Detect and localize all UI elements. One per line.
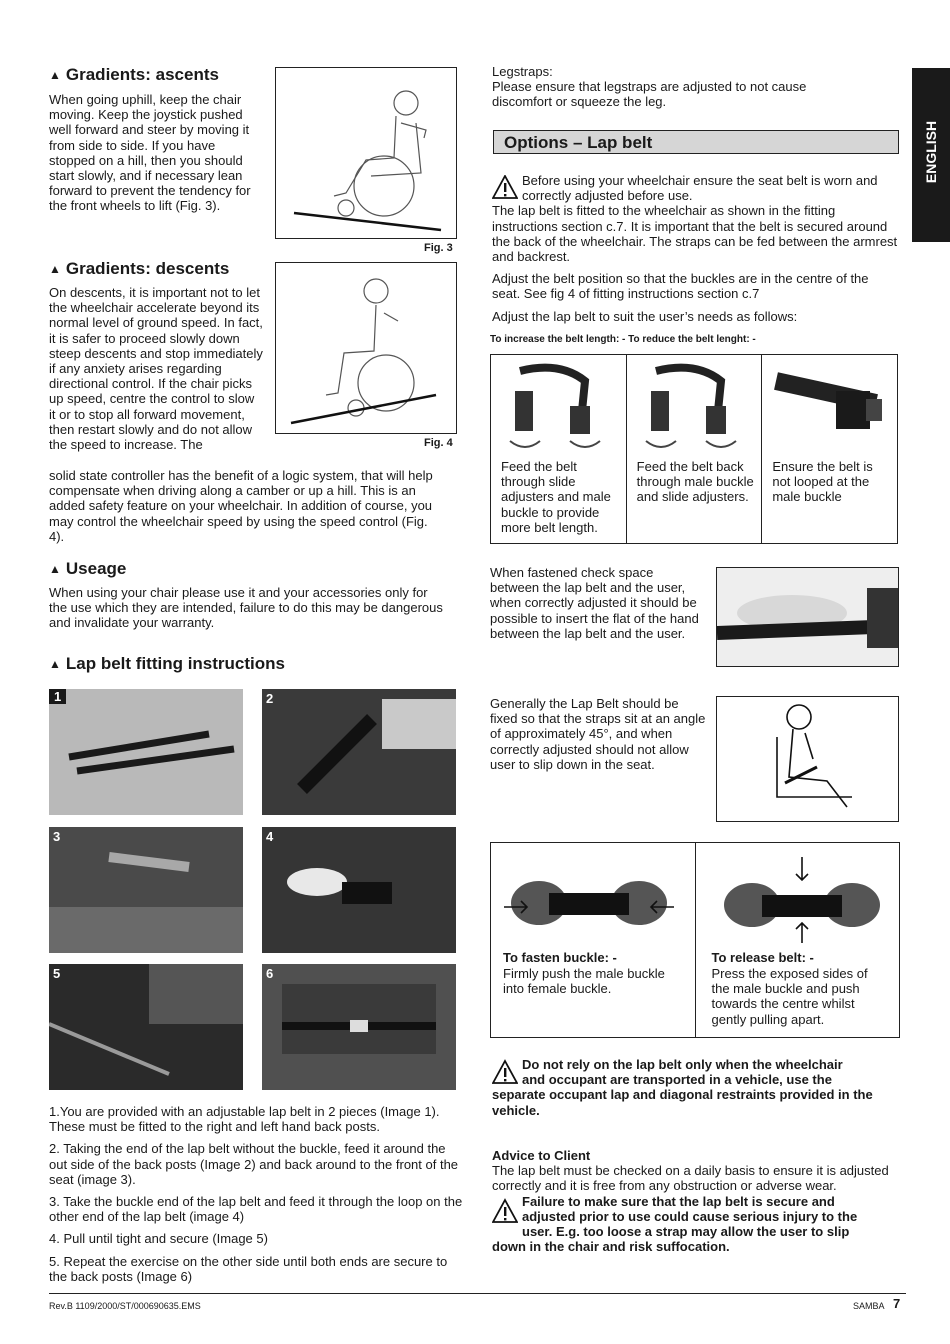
angle-illustration xyxy=(716,696,899,822)
adjust-cell-reduce-text: Feed the belt back through male buckle and slide adjusters. xyxy=(636,459,754,505)
language-tab-label: ENGLISH xyxy=(923,120,939,184)
fasten-body: Firmly push the male buckle into female buckle. xyxy=(503,966,665,997)
advice-title: Advice to Client xyxy=(492,1148,591,1163)
seat-front-image xyxy=(49,827,243,953)
vehicle-warning-rest: separate occupant lap and diagonal restraints provided in the vehicle. xyxy=(492,1087,873,1118)
failure-line-2: adjusted prior to use could cause serious injury to the xyxy=(522,1208,858,1224)
ascents-heading-text: Gradients: ascents xyxy=(65,65,219,84)
fitting-photo-5 xyxy=(49,964,243,1090)
slide-adjuster-reduce-image xyxy=(631,361,761,453)
fitting-step-3: 3. Take the buckle end of the lap belt and feed it through the loop on the other end of the lap belt (image 4) xyxy=(49,1194,463,1225)
release-cell xyxy=(696,843,900,1037)
page-number: 7 xyxy=(893,1296,901,1311)
options-heading-bar xyxy=(493,130,899,154)
fitting-photo-6 xyxy=(262,964,456,1090)
secured-belt-image xyxy=(262,964,456,1090)
fasten-title: To fasten buckle: - xyxy=(503,950,617,965)
adjust-cell-increase xyxy=(491,355,627,543)
adjust-cell-increase-text: Feed the belt through slide adjusters and male buckle to provide more belt length. xyxy=(501,459,611,535)
fig4-label: Fig. 4 xyxy=(424,437,453,449)
wheelchair-descent-drawing xyxy=(276,263,456,433)
warning-icon xyxy=(492,1198,518,1224)
useage-heading-text: Useage xyxy=(65,559,127,578)
angle-text: Generally the Lap Belt should be fixed so that the straps sit at an angle of approximately 45°, and when correctly adjusted should not allow user to slip down in the seat. xyxy=(490,696,706,772)
useage-heading xyxy=(49,559,126,579)
fitting-step-4: 4. Pull until tight and secure (Image 5) xyxy=(49,1231,268,1247)
footer-brand: SAMBA xyxy=(853,1301,885,1311)
language-tab xyxy=(912,68,950,242)
fasten-buckle-image xyxy=(499,855,679,945)
photo-number: 4 xyxy=(266,829,274,844)
ascents-body: When going uphill, keep the chair moving. Keep the joystick pushed well forward and steer by moving it from side to side. If you have stopped on a hill, then you should start slowly, and if necessary lean forward to prevent the tendency for the front wheels to lift (Fig. 3). xyxy=(49,92,251,214)
fitting-step-1: 1.You are provided with an adjustable lap belt in 2 pieces (Image 1). These must be fitted to the right and left hand back posts. xyxy=(49,1104,440,1135)
descents-heading xyxy=(49,259,229,279)
fitting-step-5: 5. Repeat the exercise on the other side until both ends are secure to the back posts (Image 6) xyxy=(49,1253,448,1284)
fasten-cell xyxy=(491,843,696,1037)
photo-number: 6 xyxy=(266,966,274,981)
warning-icon xyxy=(492,1059,518,1085)
hand-under-belt-image xyxy=(717,568,899,667)
photo-number: 2 xyxy=(266,691,274,706)
adjust-cell-reduce xyxy=(627,355,763,543)
fitting-photo-4 xyxy=(262,827,456,953)
buckle-feed-image xyxy=(262,827,456,953)
adjust-cell-loop-text: Ensure the belt is not looped at the male buckle xyxy=(772,459,873,505)
options-warning xyxy=(492,173,898,324)
descents-heading-text: Gradients: descents xyxy=(65,259,230,278)
footer-revision: Rev.B 1109/2000/ST/000690635.EMS xyxy=(49,1301,201,1311)
space-check-text: When fastened check space between the lap belt and the user, when correctly adjusted it should be possible to insert the flat of the hand between the lap belt and the user. xyxy=(490,565,699,641)
back-post-image xyxy=(262,689,456,815)
useage-body: When using your chair please use it and your accessories only for the use which they are intended, failure to do this may be dangerous and invalidate your warranty. xyxy=(49,585,443,631)
fig3-illustration xyxy=(275,67,457,239)
fitting-photo-2 xyxy=(262,689,456,815)
warning-triangle-icon: ▲ xyxy=(49,562,61,576)
options-warning-line-1: Before using your wheelchair ensure the seat belt is worn and xyxy=(522,173,878,188)
legstraps xyxy=(492,64,862,110)
fitting-heading-text: Lap belt fitting instructions xyxy=(65,654,285,673)
failure-line-3: user. E.g. too loose a strap may allow the user to slip xyxy=(522,1224,850,1240)
fitting-steps xyxy=(49,1104,464,1284)
release-buckle-image xyxy=(712,855,892,945)
options-p2: Adjust the belt position so that the buckles are in the centre of the seat. See fig 4 of fitting instructions section c.7 xyxy=(492,271,869,302)
male-buckle-image xyxy=(766,361,896,453)
release-title: To release belt: - xyxy=(711,950,814,965)
descents-body-1: On descents, it is important not to let the wheelchair accelerate beyond its normal level of ground speed. In fact, it is safer to proceed slowly down steep descents and stop immediately if any anxiety arises regarding directional control. If the chair picks up speed, centre the control to slow it or to stop all forward movement, then restart slowly and do not allow the speed to increase. The xyxy=(49,285,263,453)
options-p3: Adjust the lap belt to suit the user’s needs as follows: xyxy=(492,308,798,324)
ascents-heading xyxy=(49,65,219,85)
buckle-table xyxy=(490,842,900,1038)
legstraps-body: Please ensure that legstraps are adjusted to not cause discomfort or squeeze the leg. xyxy=(492,79,807,110)
failure-rest: down in the chair and risk suffocation. xyxy=(492,1239,730,1255)
vehicle-warning xyxy=(492,1057,898,1118)
failure-line-1: Failure to make sure that the lap belt is secure and xyxy=(522,1193,835,1209)
fitting-photo-1 xyxy=(49,689,243,815)
fig4-illustration xyxy=(275,262,457,434)
warning-triangle-icon: ▲ xyxy=(49,68,61,82)
warning-triangle-icon: ▲ xyxy=(49,262,61,276)
options-heading: Options – Lap belt xyxy=(504,133,653,152)
increase-reduce-label: To increase the belt length: - To reduce the belt lenght: - xyxy=(490,334,756,345)
pull-tight-image xyxy=(49,964,243,1090)
vehicle-warning-line-2: and occupant are transported in a vehicle, use the xyxy=(522,1072,832,1088)
vehicle-warning-line-1: Do not rely on the lap belt only when the wheelchair xyxy=(522,1057,843,1072)
options-p1: The lap belt is fitted to the wheelchair as shown in the fitting instructions section c.7. It is important that the belt is secured around the back of the wheelchair. The straps can be fed between the armrest and backrest. xyxy=(492,203,898,265)
photo-number: 3 xyxy=(53,829,61,844)
wheelchair-ascent-drawing xyxy=(276,68,456,238)
release-body: Press the exposed sides of the male buckle and push towards the centre whilst gently pulling apart. xyxy=(711,966,868,1027)
photo-number: 1 xyxy=(49,689,66,704)
options-warning-line-2: correctly adjusted before use. xyxy=(522,188,693,204)
warning-icon xyxy=(492,175,518,199)
fitting-heading xyxy=(49,654,285,674)
seated-user-belt-angle-image xyxy=(717,697,898,821)
space-check-photo xyxy=(716,567,899,667)
fitting-step-2: 2. Taking the end of the lap belt without the buckle, feed it around the out side of the back posts (Image 2) and back around to the front of the seat (image 3). xyxy=(49,1141,459,1187)
fitting-photo-3 xyxy=(49,827,243,953)
advice-body: The lap belt must be checked on a daily basis to ensure it is adjusted correctly and it is free from any obstruction or adverse wear. xyxy=(492,1163,889,1194)
footer-rule xyxy=(49,1293,906,1294)
advice-block xyxy=(492,1148,898,1254)
photo-number: 5 xyxy=(53,966,61,981)
legstraps-title: Legstraps: xyxy=(492,64,553,79)
warning-triangle-icon: ▲ xyxy=(49,657,61,671)
failure-warning xyxy=(492,1194,898,1240)
adjust-table xyxy=(490,354,898,544)
fig3-label: Fig. 3 xyxy=(424,242,453,254)
belt-pieces-image xyxy=(49,689,243,815)
descents-body-2: solid state controller has the benefit of a logic system, that will help compensate when driving along a camber or up a hill. This is an added safety feature on your wheelchair. In addition of course, you may control the wheelchair speed by using the speed control (Fig. 4). xyxy=(49,468,433,544)
adjust-cell-loop xyxy=(762,355,897,543)
slide-adjuster-increase-image xyxy=(495,361,625,453)
